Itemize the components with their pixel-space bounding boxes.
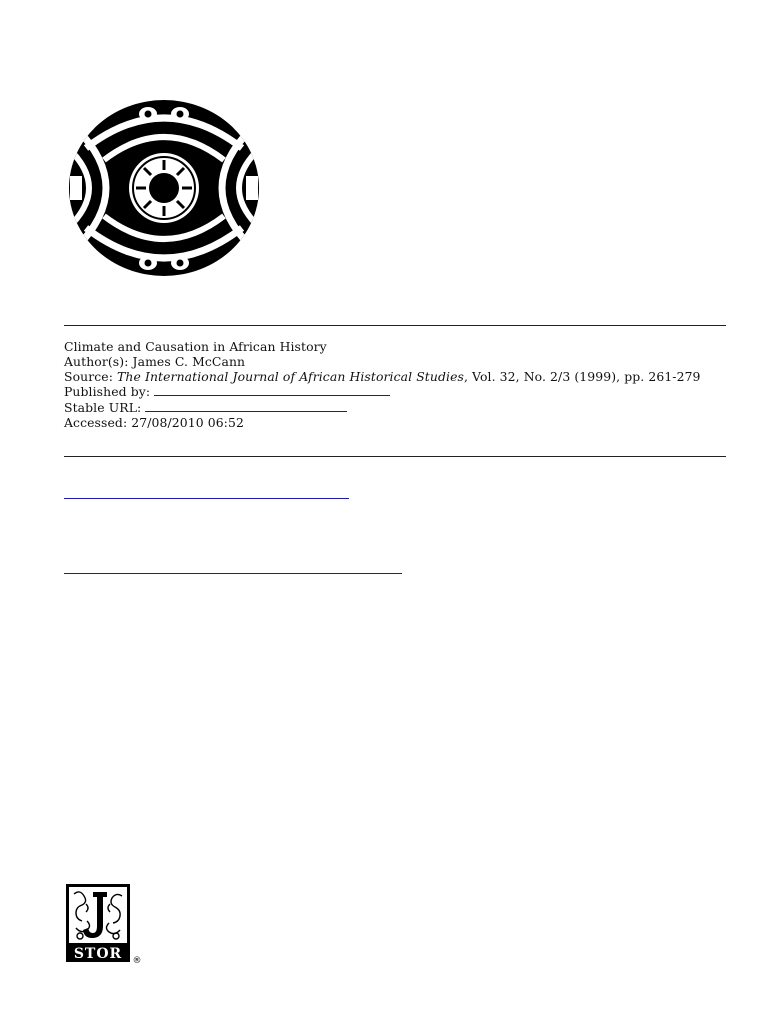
publisher-link[interactable] [154,384,390,396]
stable-url-line [64,400,726,416]
article-title: Climate and Causation in African History [64,339,327,354]
jstor-wordmark: STOR [73,946,123,962]
bottom-divider [64,456,726,457]
publisher-contact-link[interactable] [64,573,402,574]
citation-block [64,340,726,431]
terms-link[interactable] [64,498,349,499]
stable-url-link[interactable] [145,400,347,412]
top-divider [64,325,726,326]
publisher-emblem-icon [66,98,262,278]
source-line [64,370,726,385]
source-details: , Vol. 32, No. 2/3 (1999), pp. 261-279 [463,368,701,384]
author-name: James C. McCann [132,353,246,369]
published-line [64,384,726,400]
journal-title: The International Journal of African Historical Studies [117,368,464,384]
stable-url-label: Stable URL: [64,400,142,416]
jstor-logo-icon [66,884,144,966]
author-label: Author(s): [64,353,129,369]
accessed-date: 27/08/2010 06:52 [131,414,244,430]
source-label: Source: [64,368,113,384]
accessed-line [64,416,726,431]
registered-mark: ® [132,956,142,966]
author-line [64,355,726,370]
published-label: Published by: [64,384,151,400]
accessed-label: Accessed: [64,414,128,430]
